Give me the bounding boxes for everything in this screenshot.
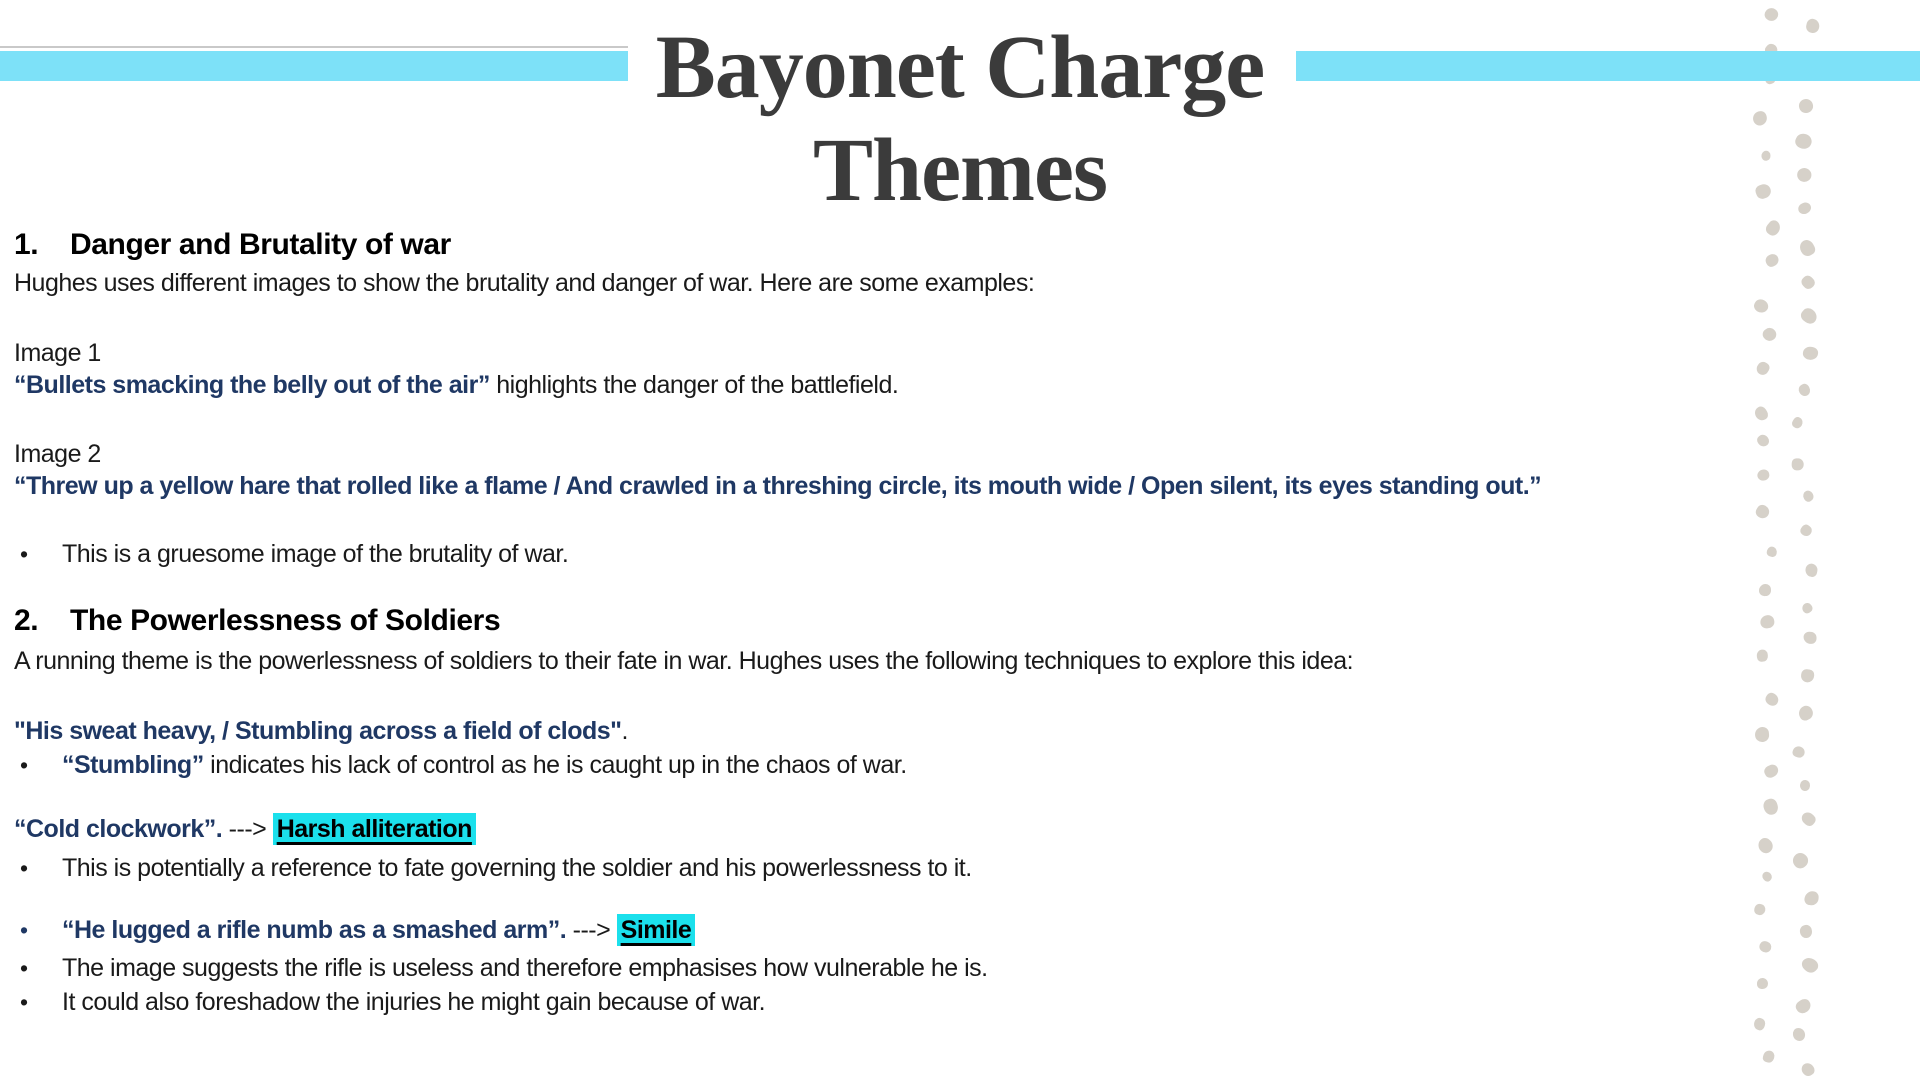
- section-1-intro: Hughes uses different images to show the brutality and danger of war. Here are some examples:: [14, 269, 1035, 297]
- dot-decoration: [1801, 668, 1816, 683]
- dot-decoration: [1762, 1049, 1776, 1064]
- dot-decoration: [1797, 382, 1813, 398]
- bullet-stumbling: [14, 748, 1682, 782]
- title-line-1: Bayonet Charge: [655, 18, 1265, 117]
- image-2-label: Image 2: [14, 440, 101, 468]
- dot-decoration: [1791, 416, 1805, 430]
- technique-highlight-alliteration: Harsh alliteration: [273, 813, 476, 845]
- poem-quote: "His sweat heavy, / Stumbling across a field of clods": [14, 717, 622, 745]
- dot-decoration: [1753, 903, 1766, 916]
- dot-decoration: [1762, 797, 1780, 816]
- dot-decoration: [1758, 940, 1773, 954]
- dot-decoration: [1752, 404, 1770, 422]
- dot-decoration: [1799, 810, 1817, 828]
- dot-decoration: [1755, 360, 1772, 377]
- dot-decoration: [1755, 836, 1776, 857]
- heading-number: 2.: [14, 604, 39, 637]
- bullet-text: [62, 748, 907, 782]
- bullet-marker: •: [20, 989, 28, 1015]
- dot-decoration: [1755, 433, 1771, 449]
- dot-decoration: [1761, 325, 1779, 343]
- dot-decoration: [1792, 1028, 1806, 1043]
- bullet-foreshadow: [14, 985, 1682, 1019]
- dot-decoration: [1799, 274, 1817, 292]
- bullet-marker: •: [20, 855, 28, 881]
- poem-quote: “Cold clockwork”.: [14, 815, 223, 843]
- dot-decoration: [1805, 891, 1820, 907]
- dot-decoration: [1757, 650, 1769, 663]
- bullet-marker: •: [20, 955, 28, 981]
- bullet-marker: •: [20, 917, 28, 943]
- bullet-text: This is a gruesome image of the brutality of war.: [62, 540, 569, 568]
- dot-decoration: [1760, 870, 1774, 884]
- image-1-quote-line: [14, 368, 1682, 402]
- dot-decoration: [1793, 997, 1813, 1016]
- section-1-heading: [14, 228, 1682, 262]
- bullet-text: [62, 913, 695, 947]
- dot-decoration: [1757, 978, 1768, 989]
- dot-decoration: [1790, 850, 1811, 871]
- bullet-text: The image suggests the rifle is useless and therefore emphasises how vulnerable he is.: [62, 954, 988, 982]
- dot-decoration: [1804, 632, 1817, 645]
- dot-decoration: [1799, 523, 1814, 538]
- heading-text: The Powerlessness of Soldiers: [70, 604, 501, 637]
- poem-quote: “He lugged a rifle numb as a smashed arm”.: [62, 916, 567, 944]
- arrow-text: --->: [222, 815, 273, 843]
- poem-quote: “Bullets smacking the belly out of the air”: [14, 371, 490, 399]
- slide-title: [0, 16, 1920, 222]
- quote-line-cold-clockwork: [14, 812, 1682, 846]
- arrow-text: --->: [566, 916, 617, 944]
- commentary-text: indicates his lack of control as he is caught up in the chaos of war.: [203, 751, 907, 779]
- dot-decoration: [1753, 503, 1771, 521]
- dot-decoration: [1799, 924, 1814, 940]
- dot-decoration: [1801, 489, 1815, 503]
- section-2-heading: [14, 604, 1682, 638]
- dot-decoration: [1756, 468, 1770, 481]
- bullet-text: This is potentially a reference to fate governing the soldier and his powerlessness to it.: [62, 854, 972, 882]
- dot-decoration: [1763, 691, 1780, 708]
- dot-decoration: [1762, 763, 1780, 780]
- quote-line-sweat: [14, 714, 1682, 748]
- image-1-label: Image 1: [14, 339, 101, 367]
- dot-decoration: [1797, 237, 1817, 258]
- dot-decoration: [1800, 954, 1821, 975]
- dot-decoration: [1804, 563, 1819, 578]
- bullet-rifle-useless: [14, 951, 1682, 985]
- heading-number: 1.: [14, 228, 39, 261]
- dot-decoration: [1796, 703, 1815, 722]
- image-2-quote: “Threw up a yellow hare that rolled like a flame / And crawled in a threshing circle, its mouth wide / Open silent, its eyes standing out.”: [14, 472, 1542, 500]
- dot-decoration: [1752, 1016, 1766, 1031]
- period-text: .: [621, 717, 628, 745]
- section-2-intro: A running theme is the powerlessness of soldiers to their fate in war. Hughes uses the following techniques to explore this idea:: [14, 647, 1354, 675]
- commentary-text: highlights the danger of the battlefield.: [489, 371, 899, 399]
- bullet-text: It could also foreshadow the injuries he might gain because of war.: [62, 988, 766, 1016]
- bullet-marker: •: [20, 541, 28, 567]
- technique-highlight-simile: Simile: [617, 914, 696, 946]
- bullet-he-lugged: [14, 913, 1682, 947]
- dot-decoration: [1803, 346, 1820, 362]
- dot-decoration: [1791, 744, 1806, 759]
- bullet-fate: [14, 851, 1682, 885]
- dot-decoration: [1800, 1061, 1818, 1079]
- dot-decoration: [1760, 614, 1776, 629]
- bullet-gruesome: [14, 537, 1682, 571]
- dot-decoration: [1759, 584, 1771, 596]
- title-line-2: Themes: [813, 121, 1107, 220]
- poem-quote: “Stumbling”: [62, 751, 204, 779]
- bullet-marker: •: [20, 752, 28, 778]
- dot-decoration: [1752, 297, 1770, 315]
- dot-decoration: [1792, 458, 1804, 471]
- dot-decoration: [1766, 545, 1778, 557]
- heading-text: Danger and Brutality of war: [70, 228, 451, 261]
- dot-decoration: [1800, 600, 1814, 614]
- dot-decoration: [1799, 779, 1810, 791]
- dot-decoration: [1763, 252, 1780, 269]
- dot-decoration: [1754, 727, 1770, 743]
- dot-decoration: [1798, 305, 1819, 326]
